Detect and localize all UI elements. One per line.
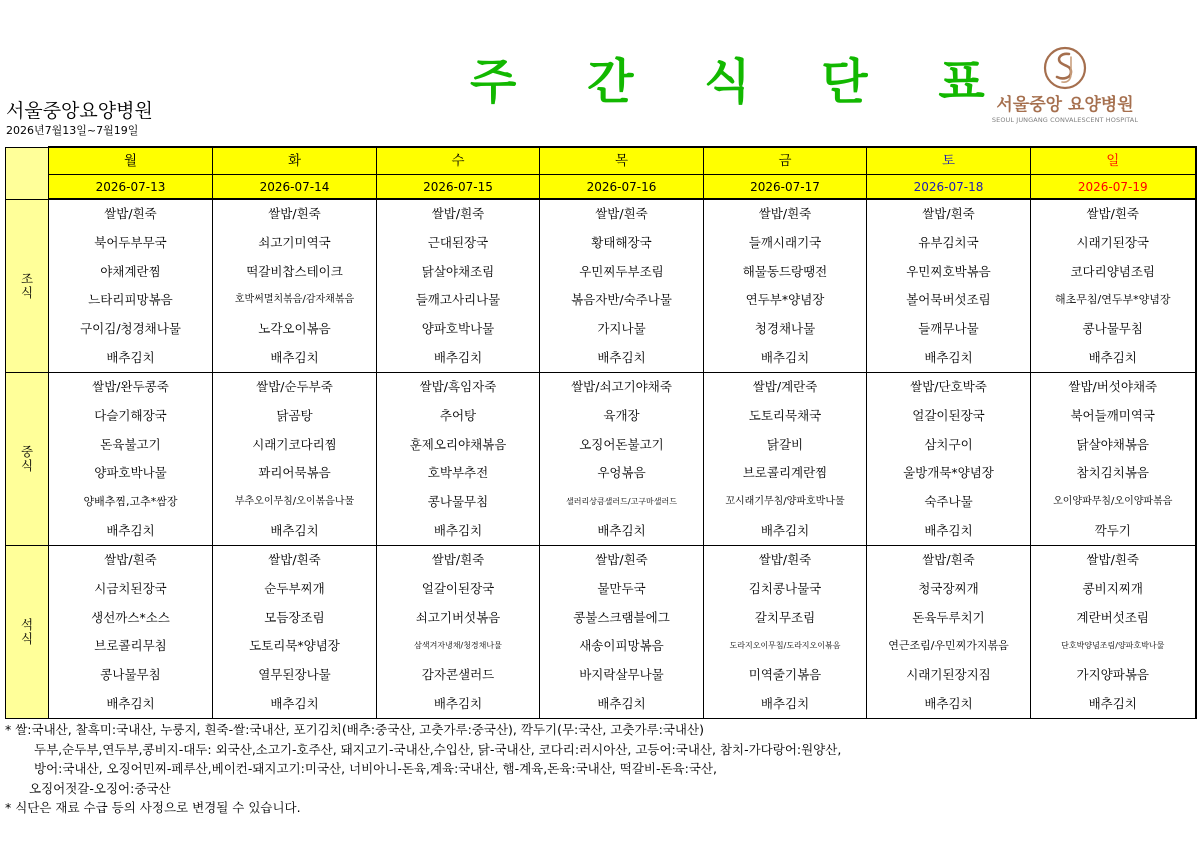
menu-item: 쌀밥/완두콩죽 — [92, 378, 169, 394]
menu-item: 우엉볶음 — [597, 465, 646, 481]
menu-item: 콩불스크램블에그 — [573, 609, 670, 625]
menu-item: 우민찌두부조림 — [579, 263, 664, 279]
menu-item: 배추김치 — [433, 349, 483, 365]
menu-item: 배추김치 — [1088, 349, 1137, 365]
menu-item: 배추김치 — [760, 695, 810, 711]
breakfast-label — [6, 199, 49, 372]
hospital-logo-name: 서울중앙 요양병원 — [996, 95, 1134, 115]
menu-item: 황태해장국 — [591, 234, 652, 250]
weekly-menu-table — [5, 146, 1197, 719]
menu-item: 배추김치 — [597, 695, 646, 711]
note-line: 오징어젓갈-오징어:중국산 — [29, 780, 171, 796]
menu-item: 배추김치 — [760, 349, 810, 365]
menu-item: 구이김/청경채나물 — [80, 321, 181, 337]
menu-item: 감자콘샐러드 — [421, 667, 495, 683]
menu-item: 야채계란찜 — [100, 263, 161, 279]
dinner-label — [6, 545, 49, 718]
menu-item: 가지양파볶음 — [1076, 667, 1149, 683]
breakfast-thu-cell — [540, 199, 704, 372]
menu-item: 새송이피망볶음 — [579, 638, 664, 654]
menu-item: 쌀밥/흰죽 — [104, 206, 157, 221]
menu-item: 열무된장나물 — [258, 667, 331, 683]
dinner-thu-cell — [540, 545, 704, 718]
weekday-mon: 월 — [49, 147, 213, 175]
menu-item: 바지락살무나물 — [579, 667, 664, 683]
menu-item: 모듬장조림 — [264, 609, 325, 625]
menu-item: 미역줄기볶음 — [748, 667, 822, 683]
menu-item: 북어들깨미역국 — [1070, 407, 1156, 423]
meal-label-char: 조 — [20, 270, 34, 286]
hospital-logo-icon — [1041, 44, 1089, 92]
menu-item: 배추김치 — [597, 522, 646, 538]
breakfast-fri-cell — [704, 199, 867, 372]
menu-item: 쌀밥/버섯야채죽 — [1068, 378, 1158, 394]
menu-item: 쌀밥/흰죽 — [431, 551, 485, 567]
origin-notes — [5, 720, 1195, 818]
menu-item: 배추김치 — [270, 695, 319, 711]
menu-item: 김치콩나물국 — [748, 580, 822, 596]
menu-item: 배추김치 — [433, 695, 483, 711]
date-wed: 2026-07-15 — [377, 175, 540, 200]
lunch-mon-cell — [49, 372, 213, 545]
meal-label-char: 식 — [20, 457, 34, 473]
menu-item: 순두부찌개 — [264, 580, 325, 596]
dinner-sat-cell — [867, 545, 1031, 718]
menu-item: 얼갈이된장국 — [912, 407, 985, 423]
breakfast-row — [6, 199, 1196, 372]
meal-label-char: 중 — [20, 443, 34, 459]
lunch-sat-cell — [867, 372, 1031, 545]
menu-item: 콩나물무침 — [427, 494, 489, 510]
menu-item: 쌀밥/단호박죽 — [910, 378, 987, 394]
menu-item: 시래기코다리찜 — [252, 436, 337, 452]
menu-item: 부추오이무침/오이볶음나물 — [234, 496, 355, 508]
menu-item: 양배추찜,고추*쌈장 — [83, 495, 178, 509]
meal-label-char: 식 — [20, 284, 34, 300]
menu-item: 계란버섯조림 — [1076, 609, 1149, 625]
hospital-logo — [980, 44, 1150, 134]
menu-item: 갈치무조림 — [754, 609, 816, 625]
menu-item: 돈육두루치기 — [912, 609, 985, 625]
menu-item: 쇠고기버섯볶음 — [415, 609, 501, 625]
breakfast-tue-cell — [213, 199, 377, 372]
menu-item: 배추김치 — [1088, 695, 1137, 711]
breakfast-wed-cell — [377, 199, 540, 372]
menu-item: 도토리묵*양념장 — [249, 638, 340, 654]
note-line: * 식단은 재료 수급 등의 사정으로 변경될 수 있습니다. — [5, 800, 301, 816]
note-line: 방어:국내산, 오징어민찌-페루산,베이컨-돼지고기:미국산, 너비아니-돈육,계육:국내산, 햄-계육,돈육:국내산, 떡갈비-돈육:국산, — [34, 761, 717, 777]
organization-name: 서울중앙요양병원 — [6, 100, 153, 122]
menu-item: 쌀밥/흰죽 — [268, 206, 321, 221]
dinner-row — [6, 545, 1196, 718]
menu-item: 쌀밥/흰죽 — [431, 206, 485, 221]
note-line: * 쌀:국내산, 찰흑미:국내산, 누룽지, 흰죽-쌀:국내산, 포기김치(배추:중국산, 고춧가루:중국산), 깍두기(무:국산, 고춧가루:국내산) — [5, 722, 704, 737]
lunch-thu-cell — [540, 372, 704, 545]
menu-item: 배추김치 — [924, 522, 973, 538]
meal-label-char: 식 — [20, 630, 34, 646]
menu-item: 시래기된장국 — [1076, 234, 1149, 250]
menu-item: 양파호박나물 — [94, 465, 167, 481]
menu-item: 쌀밥/흰죽 — [104, 551, 157, 567]
menu-item: 얼갈이된장국 — [421, 580, 495, 596]
menu-item: 닭살야채조림 — [421, 263, 495, 279]
weekday-tue: 화 — [213, 147, 377, 175]
menu-item: 다슬기해장국 — [94, 407, 167, 423]
menu-item: 쌀밥/흰죽 — [595, 551, 648, 567]
menu-item: 브로콜리무침 — [94, 638, 167, 654]
menu-item: 시금치된장국 — [94, 580, 167, 596]
menu-item: 볼어묵버섯조림 — [906, 292, 991, 308]
menu-item: 북어두부무국 — [94, 234, 167, 250]
menu-item: 육개장 — [603, 407, 640, 423]
weekday-fri: 금 — [704, 147, 867, 175]
menu-item: 오징어돈불고기 — [579, 436, 664, 452]
menu-item: 콩비지찌개 — [1082, 580, 1143, 596]
menu-item: 닭살야채볶음 — [1076, 436, 1149, 452]
menu-item: 오이양파무침/오이양파볶음 — [1053, 496, 1173, 508]
menu-item: 단호박양념조림/양파호박나물 — [1061, 641, 1165, 651]
menu-item: 도라지오이무침/도라지오이볶음 — [729, 641, 841, 651]
menu-item: 생선까스*소스 — [91, 609, 170, 625]
breakfast-sun-cell — [1031, 199, 1196, 372]
menu-item: 청국장찌개 — [918, 580, 979, 596]
menu-item: 도토리묵채국 — [748, 407, 822, 423]
lunch-sun-cell — [1031, 372, 1196, 545]
menu-item: 삼치구이 — [924, 436, 973, 452]
menu-item: 쌀밥/흰죽 — [1086, 551, 1139, 567]
menu-item: 울방개묵*양념장 — [903, 465, 994, 481]
lunch-row — [6, 372, 1196, 545]
menu-item: 시래기된장지짐 — [906, 667, 991, 683]
page-title: 주 간 식 단 표 — [470, 54, 1012, 110]
menu-item: 쌀밥/쇠고기야채죽 — [571, 378, 672, 394]
dinner-mon-cell — [49, 545, 213, 718]
menu-item: 쌀밥/흰죽 — [758, 551, 812, 567]
meal-label-char: 석 — [20, 616, 34, 632]
menu-period: 2026년7월13일~7월19일 — [6, 124, 139, 137]
menu-item: 꼬시래기무침/양파호박나물 — [725, 496, 845, 508]
date-header-row — [6, 175, 1196, 200]
menu-item: 쌀밥/흰죽 — [268, 551, 321, 567]
menu-item: 배추김치 — [760, 522, 810, 538]
menu-item: 물만두국 — [597, 580, 646, 596]
weekday-header-row — [6, 147, 1196, 175]
menu-item: 들깨시래기국 — [748, 234, 822, 250]
menu-item: 우민찌호박볶음 — [906, 263, 991, 279]
menu-item: 볶음자반/숙주나물 — [571, 292, 672, 308]
date-fri: 2026-07-17 — [704, 175, 867, 200]
menu-item: 근대된장국 — [427, 234, 489, 250]
menu-item: 닭갈비 — [766, 436, 804, 452]
menu-item: 배추김치 — [106, 349, 155, 365]
dinner-wed-cell — [377, 545, 540, 718]
menu-item: 쌀밥/흰죽 — [595, 206, 648, 221]
dinner-sun-cell — [1031, 545, 1196, 718]
menu-item: 브로콜리계란찜 — [742, 465, 828, 481]
menu-item: 콩나물무침 — [1082, 321, 1143, 337]
menu-item: 청경채나물 — [754, 321, 816, 337]
menu-item: 연근조림/우민찌가지볶음 — [888, 639, 1009, 653]
menu-item: 호박부추전 — [427, 465, 489, 481]
menu-item: 가지나물 — [597, 321, 646, 337]
menu-item: 쌀밥/흑임자죽 — [419, 378, 497, 394]
menu-item: 배추김치 — [270, 349, 319, 365]
menu-item: 배추김치 — [433, 522, 483, 538]
hospital-logo-english: SEOUL JUNGANG CONVALESCENT HOSPITAL — [991, 116, 1139, 124]
menu-item: 배추김치 — [924, 349, 973, 365]
weekday-thu: 목 — [540, 147, 704, 175]
menu-item: 들깨무나물 — [918, 321, 979, 337]
lunch-fri-cell — [704, 372, 867, 545]
menu-item: 배추김치 — [270, 522, 319, 538]
date-tue: 2026-07-14 — [213, 175, 377, 200]
date-thu: 2026-07-16 — [540, 175, 704, 200]
weekday-wed: 수 — [377, 147, 540, 175]
menu-item: 쌀밥/흰죽 — [922, 206, 975, 221]
date-sun: 2026-07-19 — [1031, 175, 1196, 200]
menu-item: 콩나물무침 — [100, 667, 161, 683]
menu-item: 닭곰탕 — [276, 407, 313, 423]
menu-item: 배추김치 — [106, 695, 155, 711]
dinner-fri-cell — [704, 545, 867, 718]
menu-item: 들깨고사리나물 — [415, 292, 501, 308]
menu-item: 돈육불고기 — [100, 436, 161, 452]
menu-item: 참치김치볶음 — [1076, 465, 1149, 481]
lunch-label — [6, 372, 49, 545]
menu-item: 샐러리상큼샐러드/고구마샐러드 — [566, 497, 677, 507]
date-mon: 2026-07-13 — [49, 175, 213, 200]
note-line: 두부,순두부,연두부,콩비지-대두: 외국산,소고기-호주산, 돼지고기-국내산,수입산, 닭-국내산, 코다리:러시아산, 고등어:국내산, 참치-가다랑어:원양산, — [34, 741, 842, 757]
menu-item: 해물동드랑땡전 — [742, 263, 828, 279]
date-sat: 2026-07-18 — [867, 175, 1031, 200]
menu-item: 배추김치 — [597, 349, 646, 365]
menu-item: 쌀밥/흰죽 — [1086, 206, 1139, 221]
menu-item: 호박써멸치볶음/감자채볶음 — [234, 294, 355, 306]
menu-item: 삼색겨자냉채/청경채나물 — [414, 641, 502, 651]
menu-item: 쌀밥/흰죽 — [922, 551, 975, 567]
header-corner — [6, 147, 49, 199]
menu-item: 해초무침/연두부*양념장 — [1055, 293, 1171, 307]
menu-item: 코다리양념조림 — [1070, 263, 1156, 279]
menu-item: 추어탕 — [439, 407, 477, 423]
menu-item: 쌀밥/계란죽 — [752, 378, 818, 394]
menu-item: 쌀밥/순두부죽 — [256, 378, 333, 394]
breakfast-sat-cell — [867, 199, 1031, 372]
menu-item: 노각오이볶음 — [258, 321, 331, 337]
menu-item: 배추김치 — [924, 695, 973, 711]
menu-item: 쌀밥/흰죽 — [758, 206, 812, 221]
breakfast-mon-cell — [49, 199, 213, 372]
menu-item: 깍두기 — [1094, 522, 1131, 538]
menu-item: 훈제오리야채볶음 — [409, 436, 507, 452]
dinner-tue-cell — [213, 545, 377, 718]
menu-item: 꽈리어묵볶음 — [258, 465, 331, 481]
weekday-sat: 토 — [867, 147, 1031, 175]
menu-item: 쇠고기미역국 — [258, 234, 331, 250]
menu-item: 연두부*양념장 — [745, 292, 825, 308]
lunch-wed-cell — [377, 372, 540, 545]
menu-item: 숙주나물 — [924, 494, 973, 510]
lunch-tue-cell — [213, 372, 377, 545]
menu-item: 느타리피망볶음 — [88, 292, 173, 308]
menu-item: 떡갈비찹스테이크 — [246, 263, 343, 279]
menu-item: 배추김치 — [106, 522, 155, 538]
menu-item: 유부김치국 — [918, 234, 979, 250]
weekday-sun: 일 — [1031, 147, 1196, 175]
menu-item: 양파호박나물 — [421, 321, 495, 337]
